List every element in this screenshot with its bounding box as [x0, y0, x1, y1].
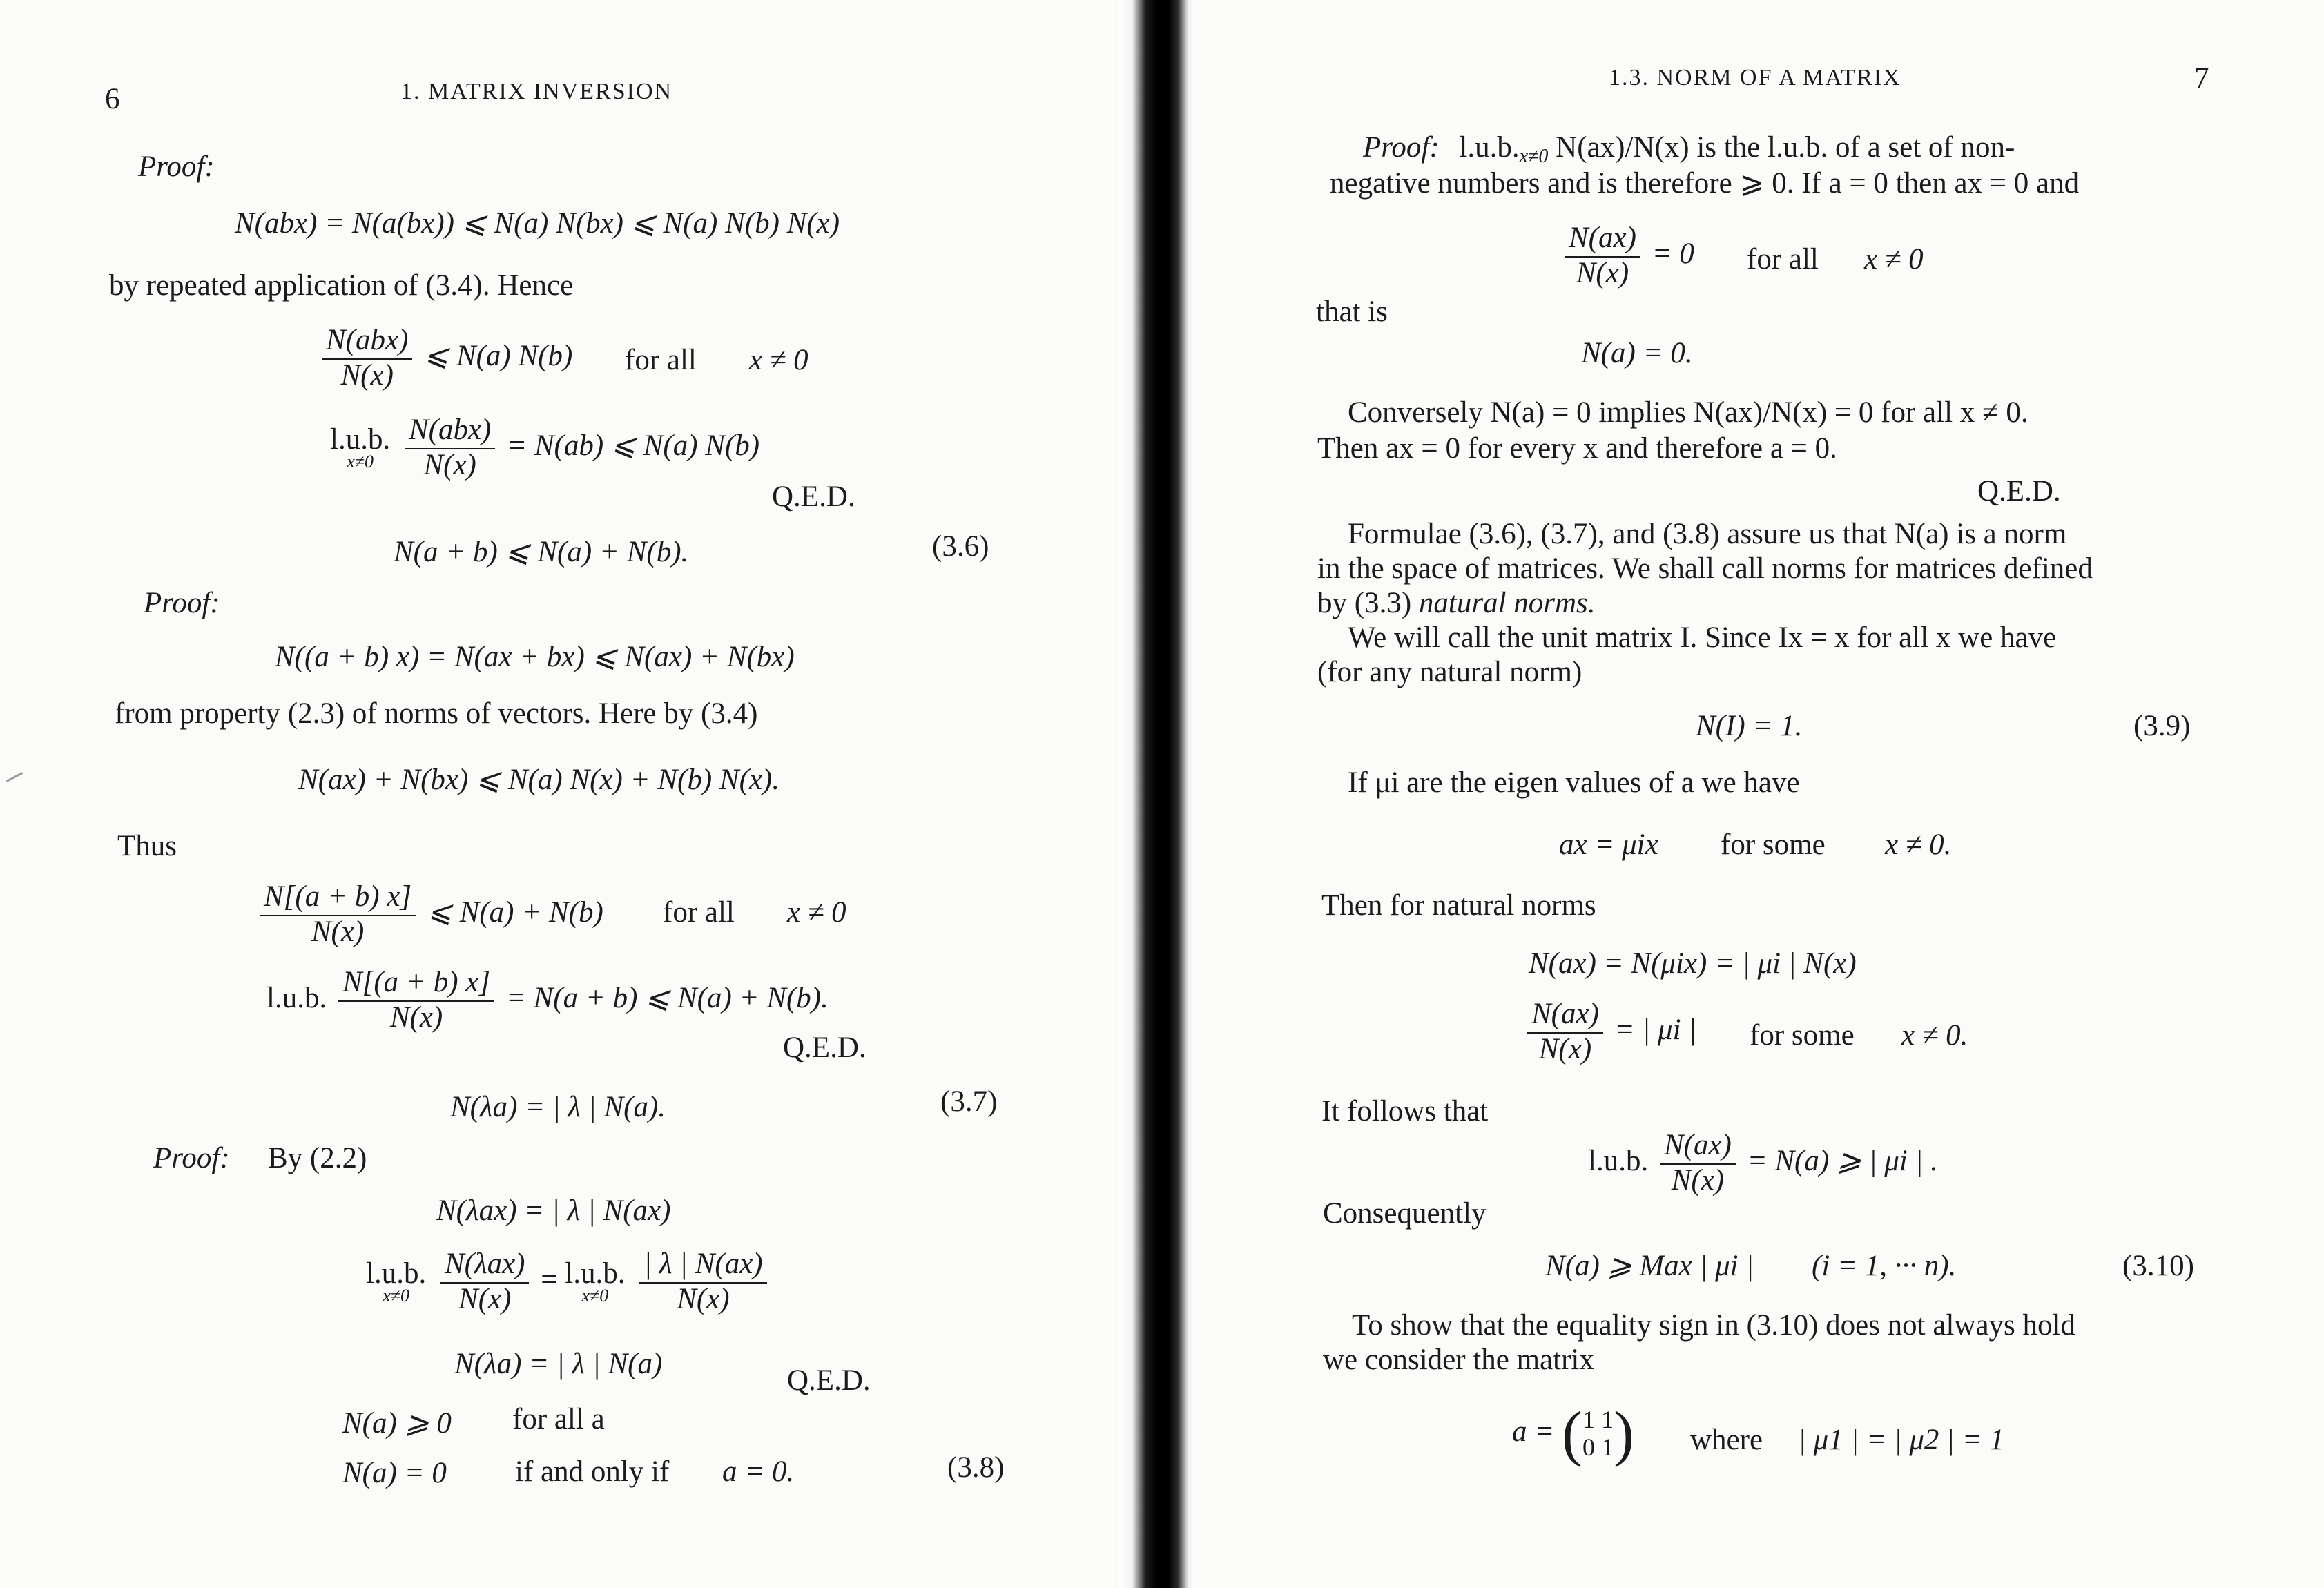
equation-fraction-line: $\frac{N(ax)}{N(x)}$ = 0 — [1560, 222, 1694, 290]
equation-fraction-line: $\frac{N(ax)}{N(x)}$ = | μi | — [1523, 998, 1696, 1066]
equation: ax = μix — [1559, 829, 1658, 861]
equation: N(ax) + N(bx) ⩽ N(a) N(x) + N(b) N(x). — [298, 764, 780, 796]
text-line: for all a — [512, 1403, 605, 1435]
equation-number: (3.7) — [940, 1085, 998, 1118]
condition: a = 0. — [722, 1455, 795, 1488]
page-number: 6 — [105, 83, 120, 115]
equation: N(abx) = N(a(bx)) ⩽ N(a) N(bx) ⩽ N(a) N(b) N(x) — [235, 207, 840, 240]
qed: Q.E.D. — [787, 1364, 871, 1397]
text-line: by repeated application of (3.4). Hence — [109, 269, 574, 302]
for-some-label: for some — [1750, 1019, 1855, 1052]
text-line: It follows that — [1321, 1095, 1489, 1127]
for-all-label: for all — [663, 896, 735, 929]
text-line: Then for natural norms — [1321, 889, 1596, 922]
equation: N(λax) = | λ | N(ax) — [436, 1194, 671, 1227]
running-header: 1.3. NORM OF A MATRIX — [1609, 65, 1901, 90]
equation-3-10: N(a) ⩾ Max | μi | — [1545, 1250, 1754, 1282]
condition: x ≠ 0 — [787, 896, 846, 929]
condition: x ≠ 0. — [1901, 1019, 1968, 1052]
condition: x ≠ 0. — [1885, 829, 1952, 861]
qed: Q.E.D. — [783, 1032, 866, 1064]
equation-number: (3.8) — [947, 1451, 1005, 1484]
equation-fraction-line: $\frac{\text{N(abx)}}{N(x)}$ ⩽ N(a) N(b) — [318, 325, 572, 392]
text-line: negative numbers and is therefore ⩾ 0. If a = 0 then ax = 0 and — [1330, 167, 2080, 200]
text-line: If μi are the eigen values of a we have — [1348, 766, 1800, 799]
equation: N(λa) = | λ | N(a) — [454, 1348, 663, 1380]
equation-fraction-line: $\frac{N[(a + b) x]}{N(x)}$ ⩽ N(a) + N(b) — [255, 881, 603, 949]
text-line: We will call the unit matrix I. Since Ix = x for all x we have — [1348, 621, 2057, 654]
equation-lub-line: l.u.b. $\frac{N(ax)}{N(x)}$ = N(a) ⩾ | μi | . — [1588, 1129, 1938, 1197]
text-line: (for any natural norm) — [1317, 656, 1582, 688]
text-line: we consider the matrix — [1323, 1344, 1594, 1376]
for-some-label: for some — [1721, 829, 1826, 861]
qed: Q.E.D. — [1977, 475, 2061, 507]
page-number: 7 — [2194, 62, 2209, 95]
equation: N((a + b) x) = N(ax + bx) ⩽ N(ax) + N(bx) — [275, 641, 795, 673]
equation-number: (3.9) — [2133, 710, 2191, 742]
left-page — [0, 0, 1119, 1588]
matrix-entries: 1 1 0 1 — [1582, 1406, 1614, 1461]
equation-number: (3.6) — [932, 530, 989, 563]
proof-label: Proof: — [144, 587, 220, 619]
text-line: By (2.2) — [268, 1142, 367, 1174]
equation-3-8b: N(a) = 0 — [342, 1457, 447, 1489]
text-line: Conversely N(a) = 0 implies N(ax)/N(x) = 0 for all x ≠ 0. — [1348, 396, 2028, 429]
text-line: To show that the equality sign in (3.10) does not always hold — [1352, 1309, 2075, 1342]
text-line: Formulae (3.6), (3.7), and (3.8) assure us that N(a) is a norm — [1348, 518, 2067, 550]
equation-lub-line: l.u.b. $\frac{N[(a + b) x]}{N(x)}$ = N(a + b) ⩽ N(a) + N(b). — [267, 966, 829, 1034]
text-line: in the space of matrices. We shall call norms for matrices defined — [1317, 552, 2093, 585]
equation-range: (i = 1, ··· n). — [1812, 1250, 1957, 1282]
text-line: Consequently — [1323, 1197, 1487, 1230]
equation: | μ1 | = | μ2 | = 1 — [1798, 1424, 2004, 1456]
proof-label: Proof: — [138, 151, 215, 183]
text-line: that is — [1316, 296, 1388, 328]
qed: Q.E.D. — [772, 481, 855, 513]
text-line: by (3.3) natural norms. — [1317, 587, 1596, 619]
for-all-label: for all — [625, 344, 697, 376]
equation-3-9: N(I) = 1. — [1696, 710, 1803, 742]
matrix-equation: a = ( 1 1 0 1 ) — [1512, 1400, 1634, 1468]
equation-3-8a: N(a) ⩾ 0 — [342, 1407, 452, 1440]
right-page — [1194, 0, 2324, 1588]
equation-3-6: N(a + b) ⩽ N(a) + N(b). — [394, 536, 689, 568]
for-all-label: for all — [1747, 243, 1819, 275]
text-line: Proof: l.u.b.x≠0 N(ax)/N(x) is the l.u.b. of a set of non- — [1363, 131, 2015, 167]
condition: x ≠ 0 — [1864, 243, 1924, 275]
condition: x ≠ 0 — [749, 344, 808, 376]
equation-lub-line: l.u.b. x≠0 $\frac{\text{N(λax)}}{N(x)}$ = l.u.b. x≠0 $\frac{| \lambda | N(ax)}{N(x)}$ — [366, 1248, 771, 1316]
margin-mark — [6, 772, 23, 782]
equation-lub-line: l.u.b. x≠0 $\frac{\text{N(abx)}}{N(x)}$ = N(ab) ⩽ N(a) N(b) — [330, 414, 760, 482]
running-header: 1. MATRIX INVERSION — [400, 79, 673, 104]
equation-3-7: N(λa) = | λ | N(a). — [450, 1091, 666, 1123]
equation: N(ax) = N(μix) = | μi | N(x) — [1529, 947, 1857, 980]
text-line: Then ax = 0 for every x and therefore a = 0. — [1317, 432, 1837, 465]
equation: N(a) = 0. — [1581, 337, 1693, 369]
proof-label: Proof: — [153, 1142, 230, 1174]
text-line: Thus — [117, 830, 177, 862]
text-line: if and only if — [515, 1455, 670, 1488]
book-spine — [1119, 0, 1194, 1588]
text-line: from property (2.3) of norms of vectors. Here by (3.4) — [115, 697, 758, 730]
equation-number: (3.10) — [2122, 1250, 2194, 1282]
where-label: where — [1690, 1424, 1763, 1456]
